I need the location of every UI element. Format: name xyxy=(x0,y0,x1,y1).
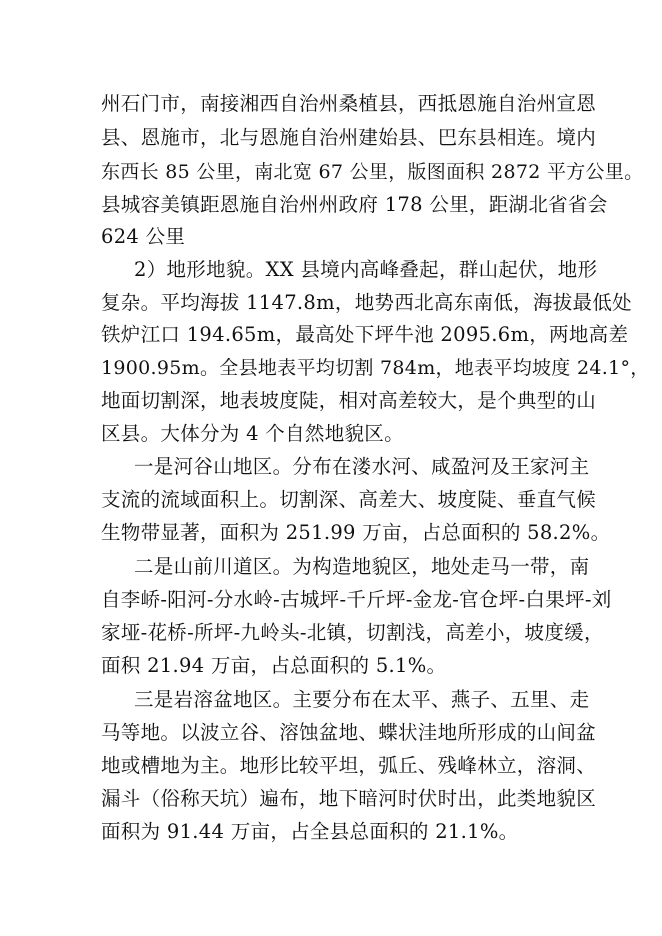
text-line-4: 县城容美镇距恩施自治州州政府 178 公里，距湖北省省会 xyxy=(101,193,608,216)
text-line-20: 马等地。以波立谷、溶蚀盆地、蝶状洼地所形成的山间盆 xyxy=(101,721,597,744)
text-line-9: 1900.95m。全县地表平均切割 784m，地表平均坡度 24.1°， xyxy=(101,357,650,379)
text-line-14: 生物带显著，面积为 251.99 万亩，占总面积的 58.2%。 xyxy=(101,521,611,544)
text-line-5: 624 公里 xyxy=(101,225,186,248)
text-line-21: 地或槽地为主。地形比较平坦，弧丘、残峰林立，溶洞、 xyxy=(101,754,597,777)
text-line-10: 地面切割深，地表坡度陡，相对高差较大，是个典型的山 xyxy=(101,389,597,412)
paragraph-karst-region: 三是岩溶盆地区。主要分布在太平、燕子、五里、走 xyxy=(134,688,590,711)
text-line-22: 漏斗（俗称天坑）遍布，地下暗河时伏时出，此类地貌区 xyxy=(101,787,597,810)
text-line-23: 面积为 91.44 万亩，占全县总面积的 21.1%。 xyxy=(101,820,519,843)
paragraph-valley-region: 一是河谷山地区。分布在溇水河、咸盈河及王家河主 xyxy=(134,455,590,478)
text-line-2: 县、恩施市，北与恩施自治州建始县、巴东县相连。境内 xyxy=(101,126,597,149)
text-line-13: 支流的流域面积上。切割深、高差大、坡度陡、垂直气候 xyxy=(101,488,597,511)
text-line-11: 区县。大体分为 4 个自然地貌区。 xyxy=(101,422,404,445)
text-line-3: 东西长 85 公里，南北宽 67 公里，版图面积 2872 平方公里。 xyxy=(101,161,644,183)
text-line-8: 铁炉江口 194.65m，最高处下坪牛池 2095.6m，两地高差 xyxy=(101,323,629,346)
text-line-7: 复杂。平均海拔 1147.8m，地势西北高东南低，海拔最低处 xyxy=(101,291,632,314)
paragraph-piedmont-region: 二是山前川道区。为构造地貌区，地处走马一带，南 xyxy=(134,555,590,578)
text-line-1: 州石门市，南接湘西自治州桑植县，西抵恩施自治州宣恩 xyxy=(101,92,597,115)
text-line-17: 家垭-花桥-所坪-九岭头-北镇，切割浅，高差小，坡度缓， xyxy=(101,621,604,644)
paragraph-terrain-heading: 2）地形地貌。XX 县境内高峰叠起，群山起伏，地形 xyxy=(134,258,598,281)
text-line-16: 自李峤-阳河-分水岭-古城坪-千斤坪-金龙-官仓坪-白果坪-刘 xyxy=(101,588,612,611)
text-line-18: 面积 21.94 万亩，占总面积的 5.1%。 xyxy=(101,654,447,677)
